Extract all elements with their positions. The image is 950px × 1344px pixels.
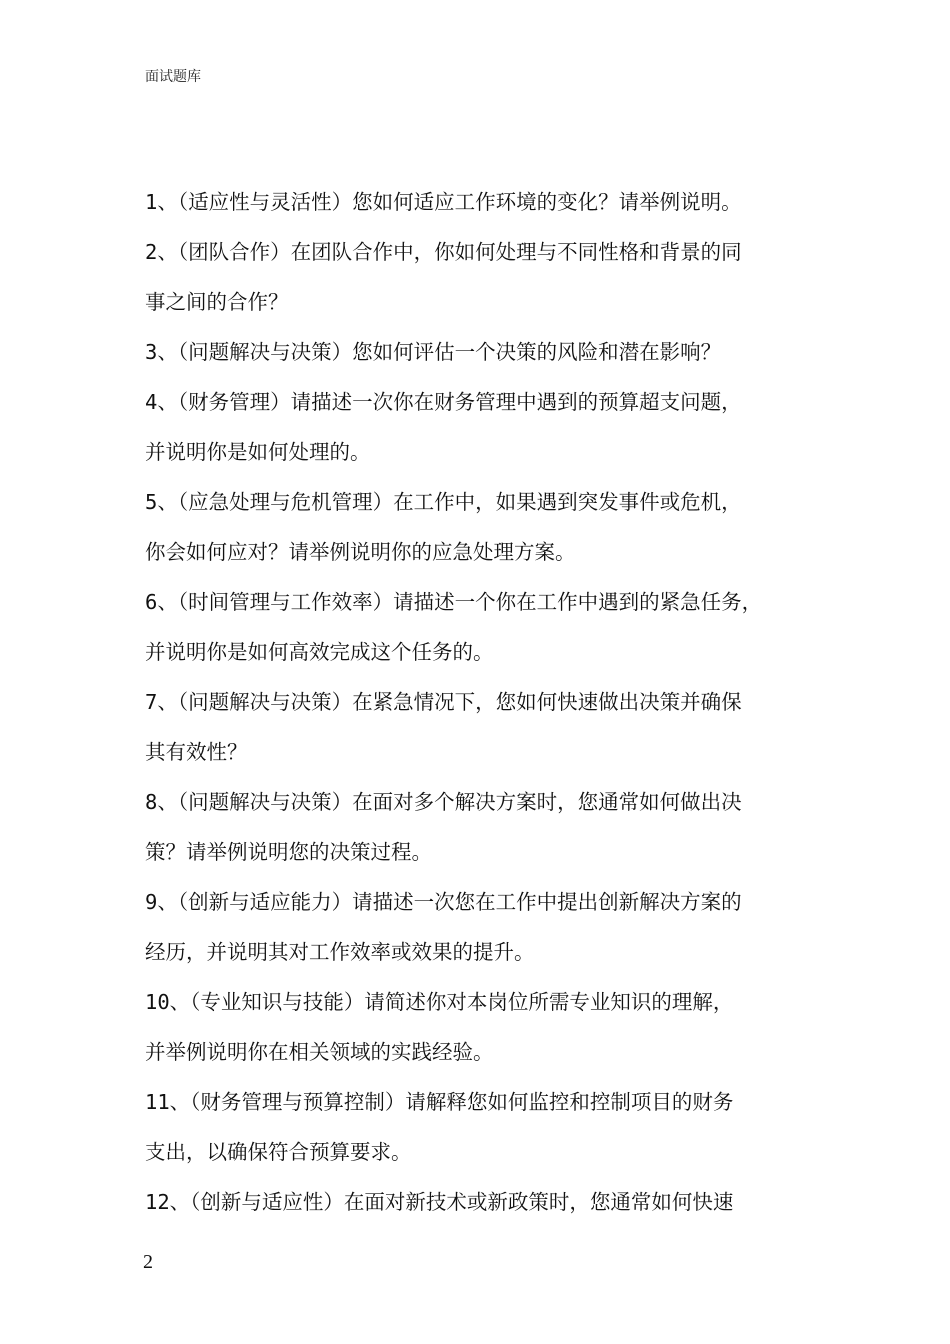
text-line: 9、（创新与适应能力）请描述一次您在工作中提出创新解决方案的 [145,890,742,914]
text-line: 支出，以确保符合预算要求。 [145,1140,412,1164]
text-line: 8、（问题解决与决策）在面对多个解决方案时，您通常如何做出决 [145,790,742,814]
text-line: 并说明你是如何高效完成这个任务的。 [145,640,494,664]
text-line: 3、（问题解决与决策）您如何评估一个决策的风险和潜在影响？ [145,340,722,364]
text-line: 6、（时间管理与工作效率）请描述一个你在工作中遇到的紧急任务， [145,590,763,614]
text-line: 你会如何应对？请举例说明你的应急处理方案。 [145,540,576,564]
text-line: 1、（适应性与灵活性）您如何适应工作环境的变化？请举例说明。 [145,190,742,214]
text-line: 经历，并说明其对工作效率或效果的提升。 [145,940,535,964]
text-line: 4、（财务管理）请描述一次你在财务管理中遇到的预算超支问题， [145,390,742,414]
text-line: 12、（创新与适应性）在面对新技术或新政策时，您通常如何快速 [145,1190,734,1214]
text-line: 2、（团队合作）在团队合作中，你如何处理与不同性格和背景的同 [145,240,742,264]
text-line: 并说明你是如何处理的。 [145,440,371,464]
text-line: 5、（应急处理与危机管理）在工作中，如果遇到突发事件或危机， [145,490,742,514]
text-line: 其有效性？ [145,740,248,764]
text-line: 并举例说明你在相关领域的实践经验。 [145,1040,494,1064]
text-line: 7、（问题解决与决策）在紧急情况下，您如何快速做出决策并确保 [145,690,742,714]
text-line: 11、（财务管理与预算控制）请解释您如何监控和控制项目的财务 [145,1090,734,1114]
page-number: 2 [143,1251,153,1273]
text-line: 策？请举例说明您的决策过程。 [145,840,432,864]
question-list [145,177,825,1227]
page-header-title: 面试题库 [145,69,201,85]
text-line: 10、（专业知识与技能）请简述你对本岗位所需专业知识的理解， [145,990,734,1014]
text-line: 事之间的合作？ [145,290,289,314]
